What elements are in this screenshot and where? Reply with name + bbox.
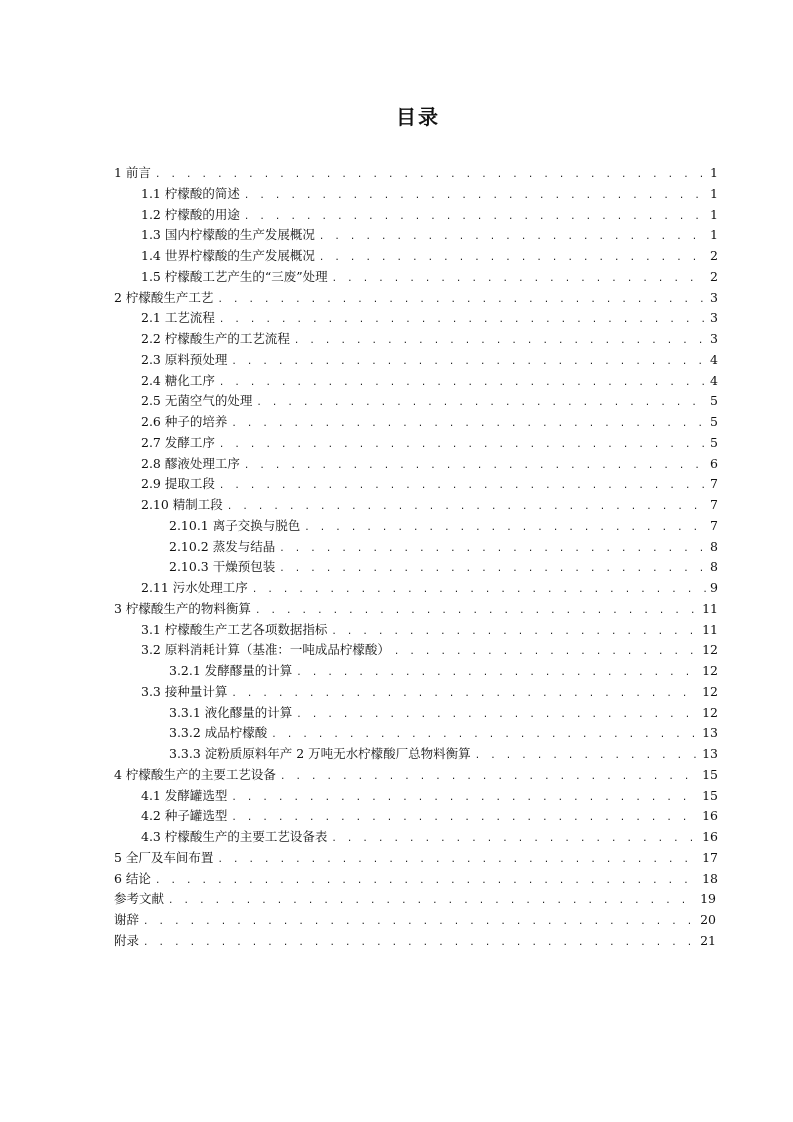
toc-dot-leader bbox=[219, 310, 706, 331]
toc-entry-label: 3.3.3 淀粉质原料年产 2 万吨无水柠檬酸厂总物料衡算 bbox=[169, 746, 471, 761]
toc-dot-leader bbox=[231, 352, 706, 373]
toc-entry[interactable] bbox=[0, 578, 793, 599]
toc-entry-page-number: 11 bbox=[702, 600, 718, 616]
toc-dot-leader bbox=[244, 186, 706, 207]
toc-entry-page-number: 7 bbox=[710, 497, 718, 512]
toc-dot-leader bbox=[217, 290, 706, 311]
toc-entry-page-number: 2 bbox=[710, 248, 718, 263]
toc-entry-page-number: 8 bbox=[710, 538, 718, 554]
toc-dot-leader bbox=[252, 580, 706, 601]
toc-entry[interactable] bbox=[0, 827, 793, 848]
toc-entry[interactable] bbox=[0, 246, 793, 267]
toc-dot-leader bbox=[280, 767, 698, 788]
toc-entry[interactable] bbox=[0, 454, 793, 475]
toc-entry[interactable] bbox=[0, 225, 793, 246]
toc-entry-page-number: 16 bbox=[702, 808, 718, 824]
toc-entry-label: 3.1 柠檬酸生产工艺各项数据指标 bbox=[141, 621, 328, 637]
toc-dot-leader bbox=[331, 622, 698, 643]
toc-entry-label: 3.3.2 成品柠檬酸 bbox=[169, 725, 268, 741]
toc-entry-page-number: 12 bbox=[702, 683, 718, 699]
toc-entry-page-number: 12 bbox=[702, 704, 718, 720]
toc-dot-leader bbox=[244, 207, 706, 228]
toc-entry-page-number: 13 bbox=[702, 746, 718, 761]
toc-dot-leader bbox=[227, 497, 706, 518]
toc-entry-page-number: 3 bbox=[710, 331, 718, 346]
toc-entry-label: 2.10.3 干燥预包装 bbox=[169, 559, 276, 575]
toc-dot-leader bbox=[231, 414, 706, 435]
toc-entry-page-number: 7 bbox=[710, 517, 718, 533]
toc-entry[interactable] bbox=[0, 391, 793, 412]
toc-entry-page-number: 5 bbox=[710, 414, 718, 429]
toc-entry-label: 1.1 柠檬酸的简述 bbox=[141, 185, 240, 201]
toc-entry[interactable] bbox=[0, 765, 793, 786]
toc-entry-label: 3.3.1 液化醪量的计算 bbox=[169, 704, 293, 720]
toc-entry-label: 2.4 糖化工序 bbox=[141, 372, 215, 388]
toc-entry-label: 2.3 原料预处理 bbox=[141, 351, 228, 367]
toc-entry-page-number: 4 bbox=[710, 351, 718, 367]
toc-dot-leader bbox=[331, 829, 698, 850]
toc-entry[interactable] bbox=[0, 412, 793, 433]
toc-entry-page-number: 13 bbox=[702, 725, 718, 741]
toc-entry[interactable] bbox=[0, 723, 793, 744]
toc-entry-page-number: 2 bbox=[710, 268, 718, 284]
toc-entry[interactable] bbox=[0, 205, 793, 226]
toc-entry-page-number: 19 bbox=[700, 891, 716, 907]
toc-entry-page-number: 5 bbox=[710, 434, 718, 450]
toc-entry-label: 参考文献 bbox=[114, 891, 165, 907]
toc-dot-leader bbox=[231, 808, 698, 829]
toc-dot-leader bbox=[244, 456, 706, 477]
toc-entry-label: 3.3 接种量计算 bbox=[141, 683, 228, 699]
toc-entry-label: 2.5 无菌空气的处理 bbox=[141, 393, 253, 409]
toc-entry-label: 2.10 精制工段 bbox=[141, 497, 223, 512]
toc-dot-leader bbox=[155, 871, 698, 892]
toc-entry-page-number: 17 bbox=[702, 849, 718, 865]
toc-entry[interactable] bbox=[0, 806, 793, 827]
toc-dot-leader bbox=[219, 373, 706, 394]
toc-entry[interactable] bbox=[0, 371, 793, 392]
toc-entry-page-number: 7 bbox=[710, 476, 718, 492]
toc-entry-page-number: 1 bbox=[710, 165, 718, 180]
toc-entry-page-number: 12 bbox=[702, 642, 718, 658]
toc-dot-leader bbox=[319, 248, 706, 269]
toc-entry[interactable] bbox=[0, 889, 793, 910]
toc-entry-page-number: 5 bbox=[710, 393, 718, 409]
toc-entry-label: 4.1 发酵罐选型 bbox=[141, 787, 228, 803]
toc-entry-page-number: 3 bbox=[710, 310, 718, 326]
toc-entry-label: 2.9 提取工段 bbox=[141, 476, 215, 492]
toc-entry-page-number: 15 bbox=[702, 787, 718, 803]
toc-dot-leader bbox=[394, 642, 698, 663]
toc-entry-label: 3.2 原料消耗计算（基准：一吨成品柠檬酸） bbox=[141, 642, 390, 658]
toc-entry[interactable] bbox=[0, 433, 793, 454]
toc-entry-page-number: 1 bbox=[710, 227, 718, 243]
toc-entry[interactable] bbox=[0, 640, 793, 661]
toc-entry[interactable] bbox=[0, 931, 793, 952]
toc-dot-leader bbox=[319, 227, 706, 248]
toc-entry[interactable] bbox=[0, 267, 793, 288]
toc-entry-label: 1.2 柠檬酸的用途 bbox=[141, 206, 240, 222]
toc-dot-leader bbox=[231, 684, 698, 705]
toc-entry-page-number: 8 bbox=[710, 559, 718, 575]
toc-entry[interactable] bbox=[0, 474, 793, 495]
toc-entry-label: 5 全厂及车间布置 bbox=[114, 849, 214, 865]
toc-dot-leader bbox=[155, 165, 706, 186]
toc-dot-leader bbox=[217, 850, 698, 871]
toc-dot-leader bbox=[279, 559, 706, 580]
toc-entry-label: 6 结论 bbox=[114, 870, 151, 886]
toc-entry-label: 1 前言 bbox=[114, 165, 151, 180]
toc-dot-leader bbox=[219, 435, 706, 456]
toc-entry[interactable] bbox=[0, 848, 793, 869]
toc-entry-label: 附录 bbox=[114, 932, 140, 948]
toc-entry[interactable] bbox=[0, 557, 793, 578]
toc-entry-label: 2.10.2 蒸发与结晶 bbox=[169, 538, 276, 554]
toc-entry-page-number: 15 bbox=[702, 766, 718, 782]
toc-entry[interactable] bbox=[0, 288, 793, 309]
toc-entry-label: 4 柠檬酸生产的主要工艺设备 bbox=[114, 766, 276, 782]
toc-dot-leader bbox=[304, 518, 706, 539]
toc-dot-leader bbox=[143, 912, 696, 933]
toc-entry-label: 谢辞 bbox=[114, 912, 140, 927]
toc-entry-label: 2.8 醪液处理工序 bbox=[141, 455, 240, 471]
toc-entry-label: 2.2 柠檬酸生产的工艺流程 bbox=[141, 331, 290, 346]
toc-dot-leader bbox=[332, 269, 706, 290]
toc-entry[interactable] bbox=[0, 350, 793, 371]
toc-entry-label: 1.5 柠檬酸工艺产生的“三废”处理 bbox=[141, 268, 328, 284]
toc-entry-label: 1.4 世界柠檬酸的生产发展概况 bbox=[141, 248, 315, 263]
toc-entry-page-number: 4 bbox=[710, 372, 718, 388]
toc-dot-leader bbox=[168, 891, 696, 912]
toc-entry-page-number: 1 bbox=[710, 185, 718, 201]
toc-entry-label: 4.3 柠檬酸生产的主要工艺设备表 bbox=[141, 829, 328, 844]
toc-entry[interactable] bbox=[0, 184, 793, 205]
toc-entry[interactable] bbox=[0, 537, 793, 558]
toc-entry[interactable] bbox=[0, 869, 793, 890]
toc-dot-leader bbox=[294, 331, 706, 352]
toc-entry-page-number: 6 bbox=[710, 455, 718, 471]
table-of-contents bbox=[0, 163, 793, 952]
toc-dot-leader bbox=[219, 476, 706, 497]
toc-dot-leader bbox=[279, 539, 706, 560]
toc-entry[interactable] bbox=[0, 910, 793, 931]
toc-entry[interactable] bbox=[0, 516, 793, 537]
toc-entry-page-number: 1 bbox=[710, 206, 718, 222]
toc-entry-page-number: 12 bbox=[702, 663, 718, 678]
toc-entry-label: 2.7 发酵工序 bbox=[141, 434, 215, 450]
toc-entry[interactable] bbox=[0, 661, 793, 682]
toc-entry-page-number: 21 bbox=[700, 932, 716, 948]
toc-entry[interactable] bbox=[0, 620, 793, 641]
toc-dot-leader bbox=[296, 705, 698, 726]
toc-entry-page-number: 18 bbox=[702, 870, 718, 886]
toc-entry[interactable] bbox=[0, 682, 793, 703]
toc-entry-page-number: 16 bbox=[702, 829, 718, 844]
toc-dot-leader bbox=[296, 663, 698, 684]
toc-entry[interactable] bbox=[0, 308, 793, 329]
toc-dot-leader bbox=[475, 746, 698, 767]
toc-entry[interactable] bbox=[0, 599, 793, 620]
toc-entry-page-number: 11 bbox=[702, 621, 718, 637]
toc-entry-label: 1.3 国内柠檬酸的生产发展概况 bbox=[141, 227, 315, 243]
toc-entry-page-number: 20 bbox=[700, 912, 716, 927]
toc-entry-label: 2.11 污水处理工序 bbox=[141, 580, 248, 595]
toc-entry[interactable] bbox=[0, 163, 793, 184]
toc-dot-leader bbox=[256, 393, 706, 414]
toc-dot-leader bbox=[231, 788, 698, 809]
toc-entry[interactable] bbox=[0, 495, 793, 516]
toc-dot-leader bbox=[271, 725, 698, 746]
toc-entry[interactable] bbox=[0, 703, 793, 724]
toc-entry[interactable] bbox=[0, 786, 793, 807]
toc-entry-label: 2 柠檬酸生产工艺 bbox=[114, 289, 214, 305]
toc-dot-leader bbox=[255, 601, 698, 622]
toc-entry-label: 2.1 工艺流程 bbox=[141, 310, 215, 326]
toc-entry-label: 3 柠檬酸生产的物料衡算 bbox=[114, 600, 251, 616]
toc-dot-leader bbox=[143, 933, 696, 954]
toc-entry-page-number: 9 bbox=[710, 580, 718, 595]
toc-entry-label: 2.10.1 离子交换与脱色 bbox=[169, 517, 301, 533]
toc-entry-label: 4.2 种子罐选型 bbox=[141, 808, 228, 824]
toc-entry[interactable] bbox=[0, 744, 793, 765]
toc-entry-label: 2.6 种子的培养 bbox=[141, 414, 228, 429]
page-title: 目录 bbox=[396, 105, 440, 129]
toc-entry[interactable] bbox=[0, 329, 793, 350]
toc-entry-label: 3.2.1 发酵醪量的计算 bbox=[169, 663, 293, 678]
toc-entry-page-number: 3 bbox=[710, 289, 718, 305]
